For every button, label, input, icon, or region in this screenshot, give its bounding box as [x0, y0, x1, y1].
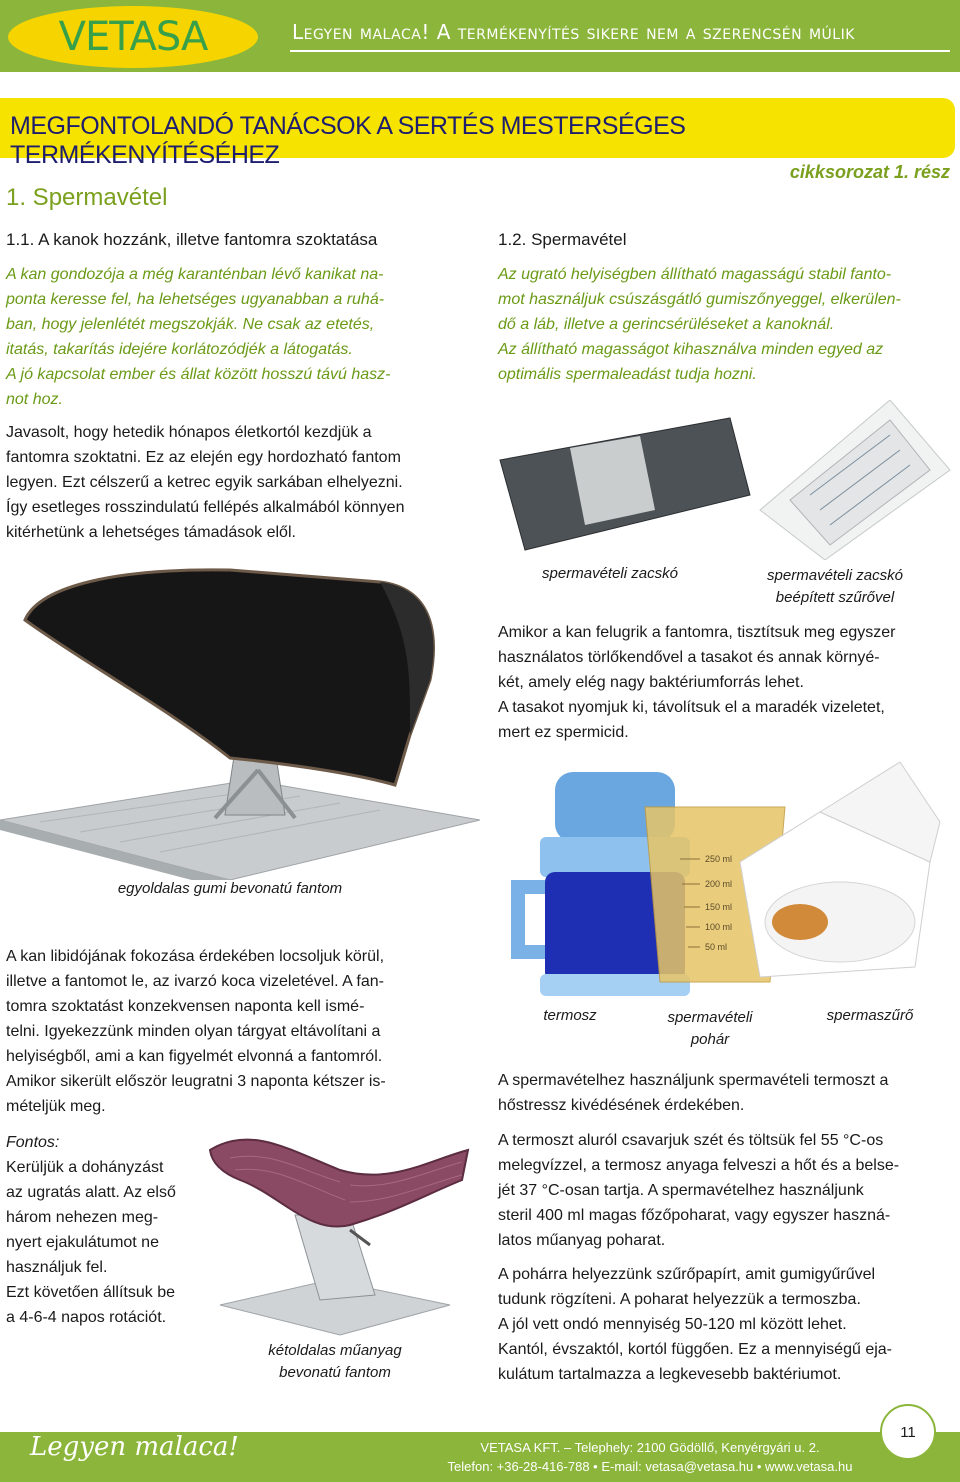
text-line: használatos törlőkendővel a tasakot és annak környé-	[498, 649, 880, 666]
page-number: 11	[880, 1404, 936, 1460]
text-line: mételjük meg.	[6, 1098, 106, 1115]
text-line: latos műanyag poharat.	[498, 1232, 666, 1249]
paragraph-training	[6, 420, 458, 545]
text-line: mert ez spermicid.	[498, 724, 629, 741]
text-line: Javasolt, hogy hetedik hónapos életkortól kezdjük a	[6, 424, 372, 441]
text-line: A jól vett ondó mennyiség 50-120 ml között lehet.	[498, 1316, 847, 1333]
caption-bag-filter	[750, 565, 920, 609]
text-line: helyiségből, ami a kan figyelmét elvonná a fantomról.	[6, 1048, 383, 1065]
paragraph-cleaning	[498, 620, 952, 745]
text-line: melegvízzel, a termosz anyaga felveszi a hőt és a belse-	[498, 1157, 900, 1174]
important-note	[6, 1130, 196, 1330]
text-line: kitérhetünk a lehetséges támadások elől.	[6, 524, 296, 541]
caption-line: spermavételi zacskó	[767, 567, 903, 584]
text-line: két, amely elég nagy baktériumforrás lehet.	[498, 674, 804, 691]
paragraph-filter-paper	[498, 1262, 952, 1387]
footer-address: VETASA KFT. – Telephely: 2100 Gödöllő, Kenyérgyári u. 2.	[480, 1440, 820, 1455]
text-line: optimális spermaleadást tudja hozni.	[498, 366, 757, 383]
text-line: használjuk fel.	[6, 1259, 108, 1276]
footer-contact: Telefon: +36-28-416-788 • E-mail: vetasa@vetasa.hu • www.vetasa.hu	[447, 1459, 853, 1474]
page-title: MEGFONTOLANDÓ TANÁCSOK A SERTÉS MESTERSÉGES TERMÉKENYÍTÉSÉHEZ	[10, 112, 686, 169]
text-line: A termoszt aluról csavarjuk szét és töltsük fel 55 °C-os	[498, 1132, 884, 1149]
text-line: Amikor sikerült először leugratni 3 naponta kétszer is-	[6, 1073, 386, 1090]
paragraph-libido	[6, 944, 458, 1119]
caption-filter: spermaszűrő	[826, 1007, 914, 1024]
collection-bags-image	[490, 400, 960, 560]
text-line: A jó kapcsolat ember és állat között hosszú távú hasz-	[6, 366, 391, 383]
note-label: Fontos:	[6, 1134, 60, 1151]
text-line: kulátum tartalmazza a legkevesebb baktériumot.	[498, 1366, 842, 1383]
slogan-underline	[290, 50, 950, 52]
text-line: legyen. Ezt célszerű a ketrec egyik sarkában elhelyezni.	[6, 474, 403, 491]
text-line: ponta keresse fel, ha lehetséges ugyanabban a ruhá-	[6, 291, 385, 308]
text-line: Ezt követően állítsuk be	[6, 1284, 175, 1301]
cup-mark: 250 ml	[705, 854, 733, 864]
text-line: A kan gondozója a még karanténban lévő kanikat na-	[6, 266, 384, 283]
caption-line: spermavételi	[667, 1009, 753, 1026]
text-line: az ugratás alatt. Az első	[6, 1184, 176, 1201]
paragraph-thermos	[498, 1068, 952, 1118]
text-line: Az ugrató helyiségben állítható magasságú stabil fanto-	[498, 266, 892, 283]
thermos-cup-filter-image	[500, 752, 960, 1002]
footer-signature: Legyen malaca!	[30, 1432, 239, 1462]
caption-thermos: termosz	[543, 1007, 597, 1024]
caption-bag: spermavételi zacskó	[542, 565, 678, 582]
text-line: A kan libidójának fokozása érdekében locsoljuk körül,	[6, 948, 385, 965]
caption-phantom-plastic	[250, 1340, 420, 1384]
intro-paragraph-left	[6, 262, 456, 412]
caption-line: kétoldalas műanyag	[268, 1342, 402, 1359]
caption-line: bevonatú fantom	[279, 1364, 391, 1381]
caption-cup	[650, 1007, 770, 1051]
text-line: fantomra szoktatni. Ez az elején egy hordozható fantom	[6, 449, 401, 466]
cup-mark: 150 ml	[705, 902, 733, 912]
phantom-plastic-image	[200, 1110, 480, 1340]
text-line: itatás, takarítás idejére korlátozódjék a látogatás.	[6, 341, 353, 358]
text-line: telni. Igyekezzünk minden olyan tárgyat eltávolítani a	[6, 1023, 381, 1040]
caption-line: beépített szűrővel	[775, 589, 895, 606]
text-line: Kerüljük a dohányzást	[6, 1159, 164, 1176]
subsection-title-1-1: 1.1. A kanok hozzánk, illetve fantomra szoktatása	[6, 230, 378, 249]
cup-mark: 100 ml	[705, 922, 733, 932]
phantom-rubber-image	[0, 560, 480, 880]
series-label: cikksorozat 1. rész	[789, 162, 950, 182]
subsection-title-1-2: 1.2. Spermavétel	[498, 230, 627, 249]
text-line: A pohárra helyezzünk szűrőpapírt, amit gumigyűrűvel	[498, 1266, 876, 1283]
text-line: A tasakot nyomjuk ki, távolítsuk el a maradék vizeletet,	[498, 699, 885, 716]
text-line: mot használjuk csúszásgátló gumiszőnyeggel, elkerülen-	[498, 291, 901, 308]
caption-line: pohár	[690, 1031, 730, 1048]
text-line: A spermavételhez használjunk spermavételi termoszt a	[498, 1072, 889, 1089]
paragraph-temperature	[498, 1128, 952, 1253]
vetasa-logo: VETASA	[8, 6, 258, 68]
text-line: Kantól, évszaktól, kortól függően. Ez a mennyiségű eja-	[498, 1341, 892, 1358]
text-line: dő a láb, illetve a gerincsérüléseket a kanoknál.	[498, 316, 835, 333]
text-line: ban, hogy jelenlétét megszokják. Ne csak az etetés,	[6, 316, 375, 333]
text-line: Így esetleges rosszindulatú fellépés alkalmából könnyen	[6, 499, 405, 516]
text-line: Amikor a kan felugrik a fantomra, tisztítsuk meg egyszer	[498, 624, 896, 641]
caption-phantom-rubber: egyoldalas gumi bevonatú fantom	[117, 880, 343, 897]
intro-paragraph-right	[498, 262, 952, 387]
section-title: 1. Spermavétel	[6, 184, 168, 211]
text-line: illetve a fantomot le, az ivarzó koca vizeletével. A fan-	[6, 973, 384, 990]
text-line: három nehezen meg-	[6, 1209, 159, 1226]
text-line: nyert ejakulátumot ne	[6, 1234, 159, 1251]
text-line: a 4-6-4 napos rotációt.	[6, 1309, 167, 1326]
text-line: not hoz.	[6, 391, 63, 408]
cup-mark: 200 ml	[705, 879, 733, 889]
cup-mark: 50 ml	[705, 942, 728, 952]
text-line: steril 400 ml magas főzőpoharat, vagy egyszer haszná-	[498, 1207, 891, 1224]
text-line: jét 37 °C-osan tartja. A spermavételhez használjunk	[498, 1182, 864, 1199]
text-line: tudunk rögzíteni. A poharat helyezzük a termoszba.	[498, 1291, 861, 1308]
slogan: Legyen malaca! A termékenyítés sikere nem a szerencsén múlik	[292, 20, 855, 44]
text-line: Az állítható magasságot kihasználva minden egyed az	[498, 341, 884, 358]
text-line: tomra szoktatást konzekvensen naponta kell ismé-	[6, 998, 365, 1015]
text-line: hőstressz kivédésének érdekében.	[498, 1097, 745, 1114]
